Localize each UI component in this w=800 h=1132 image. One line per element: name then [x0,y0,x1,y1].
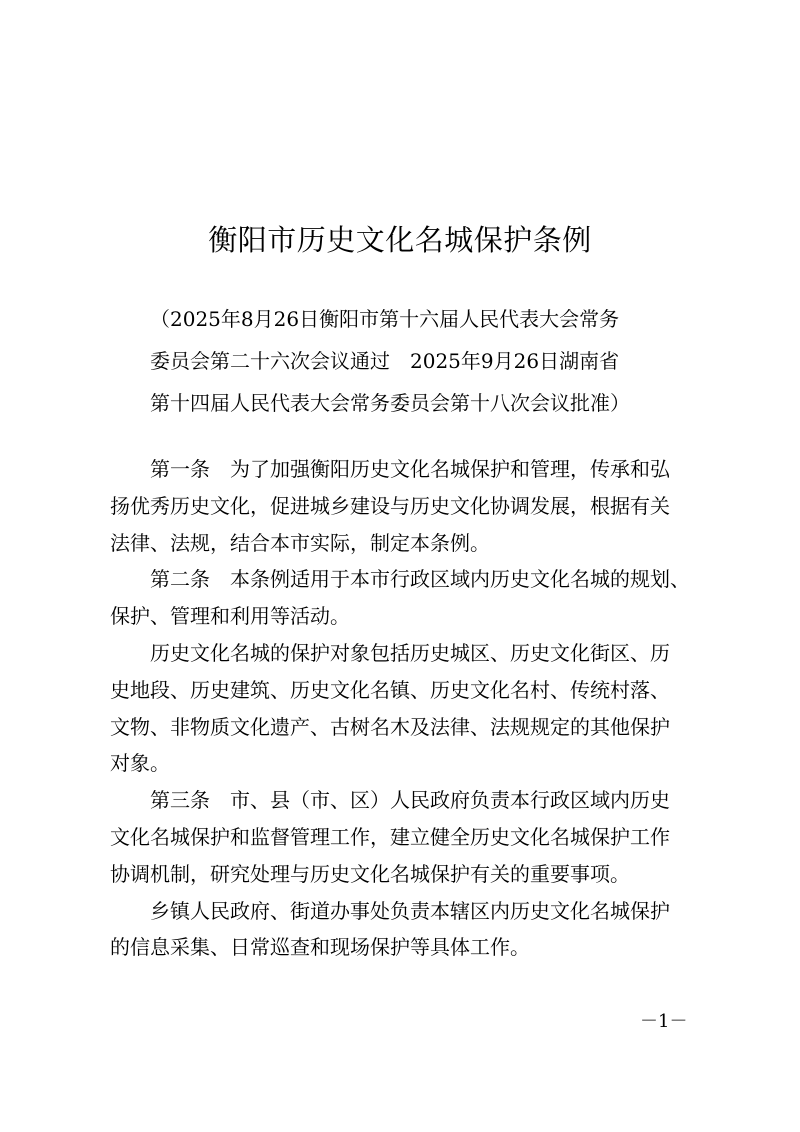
document-body [110,451,710,966]
article-2-line: 保护、管理和利用等活动。 [110,604,350,629]
article-3-line: 文化名城保护和监督管理工作，建立健全历史文化名城保护工作 [110,824,670,849]
article-1-line: 扬优秀历史文化，促进城乡建设与历史文化协调发展，根据有关 [110,493,670,518]
article-2-paragraph-line: 对象。 [110,751,170,776]
adoption-note [150,298,670,424]
article-2-line: 第二条 本条例适用于本市行政区域内历史文化名城的规划、 [150,567,690,592]
document-title: 衡阳市历史文化名城保护条例 [208,223,592,257]
article-3-paragraph-line: 的信息采集、日常巡查和现场保护等具体工作。 [110,935,530,960]
article-3-line: 协调机制，研究处理与历史文化名城保护有关的重要事项。 [110,861,630,886]
adoption-note-line: （2025年8月26日衡阳市第十六届人民代表大会常务 [150,307,620,331]
article-2-paragraph-line: 史地段、历史建筑、历史文化名镇、历史文化名村、传统村落、 [110,677,670,702]
article-1-line: 第一条 为了加强衡阳历史文化名城保护和管理，传承和弘 [150,457,670,481]
article-1-line: 法律、法规，结合本市实际，制定本条例。 [110,530,490,555]
page-number: －1－ [640,1011,688,1032]
article-2-paragraph-line: 历史文化名城的保护对象包括历史城区、历史文化街区、历 [150,640,670,665]
article-2-paragraph-line: 文物、非物质文化遗产、古树名木及法律、法规规定的其他保护 [110,714,670,739]
article-3-paragraph-line: 乡镇人民政府、街道办事处负责本辖区内历史文化名城保护 [150,898,670,923]
adoption-note-line: 第十四届人民代表大会常务委员会第十八次会议批准） [150,391,630,415]
adoption-note-line: 委员会第二十六次会议通过 2025年9月26日湖南省 [150,349,620,373]
article-3-line: 第三条 市、县（市、区）人民政府负责本行政区域内历史 [150,788,670,813]
